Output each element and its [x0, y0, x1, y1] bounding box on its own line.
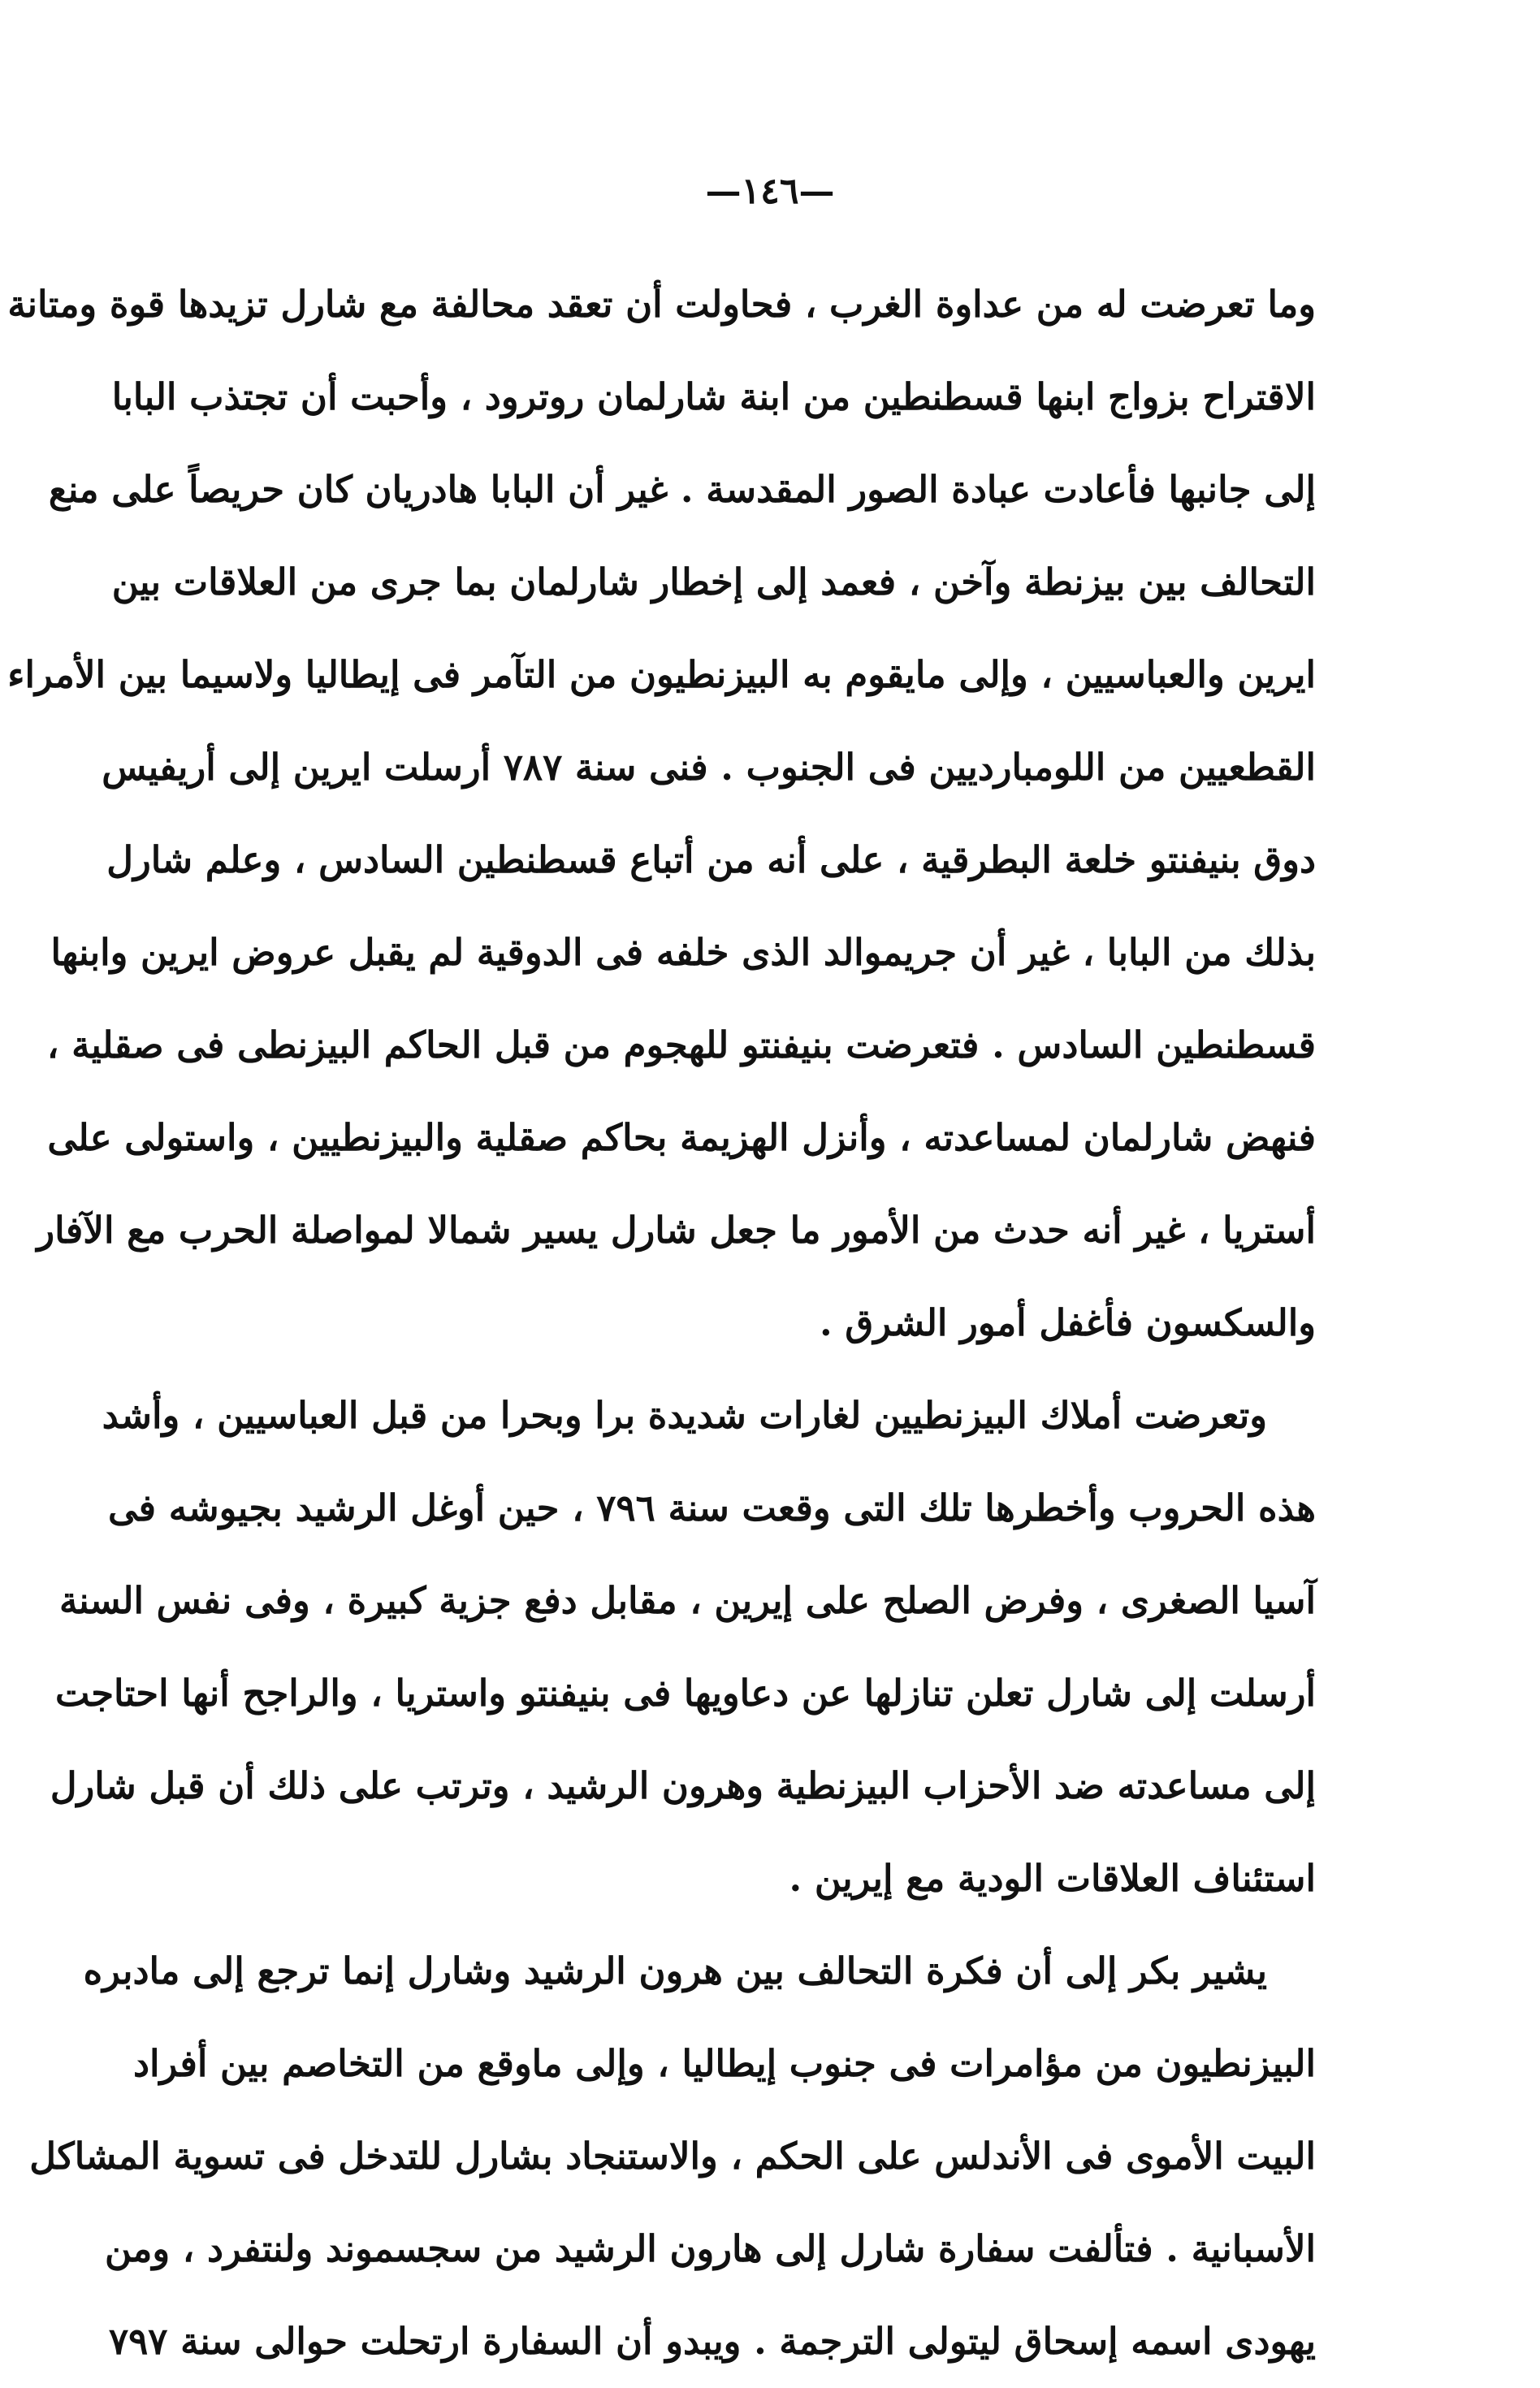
- text-line: يهودى اسمه إسحاق ليتولى الترجمة . ويبدو أن السفارة ارتحلت حوالى سنة ٧٩٧: [108, 2320, 1316, 2363]
- text-line: استئناف العلاقات الودية مع إيرين .: [789, 1857, 1316, 1900]
- text-line: والسكسون فأغفل أمور الشرق .: [820, 1301, 1316, 1344]
- text-line: بذلك من البابا ، غير أن جريموالد الذى خلفه فى الدوقية لم يقبل عروض ايرين وابنها: [50, 931, 1316, 974]
- text-line: وما تعرضت له من عداوة الغرب ، فحاولت أن تعقد محالفة مع شارل تزيدها قوة ومتانة: [7, 283, 1316, 326]
- text-line: آسيا الصغرى ، وفرض الصلح على إيرين ، مقابل دفع جزية كبيرة ، وفى نفس السنة: [58, 1579, 1316, 1622]
- text-line: إلى جانبها فأعادت عبادة الصور المقدسة . غير أن البابا هادريان كان حريصاً على منع: [48, 468, 1316, 511]
- text-line: الأسبانية . فتألفت سفارة شارل إلى هارون الرشيد من سجسموند ولنتفرد ، ومن: [105, 2227, 1316, 2270]
- body-text: [7, 258, 1316, 2388]
- text-line: قسطنطين السادس . فتعرضت بنيفنتو للهجوم من قبل الحاكم البيزنطى فى صقلية ،: [46, 1023, 1316, 1066]
- text-line: الاقتراح بزواج ابنها قسطنطين من ابنة شارلمان روترود ، وأحبت أن تجتذب البابا: [111, 375, 1316, 418]
- paragraph: [50, 1369, 1316, 1925]
- text-line: البيت الأموى فى الأندلس على الحكم ، والاستنجاد بشارل للتدخل فى تسوية المشاكل: [29, 2135, 1316, 2178]
- text-line: وتعرضت أملاك البيزنطيين لغارات شديدة برا وبحرا من قبل العباسيين ، وأشد: [102, 1394, 1267, 1437]
- text-line: التحالف بين بيزنطة وآخن ، فعمد إلى إخطار شارلمان بما جرى من العلاقات بين: [111, 560, 1316, 603]
- text-line: أستريا ، غير أنه حدث من الأمور ما جعل شارل يسير شمالا لمواصلة الحرب مع الآفار: [37, 1209, 1316, 1252]
- text-line: البيزنطيون من مؤامرات فى جنوب إيطاليا ، وإلى ماوقع من التخاصم بين أفراد: [133, 2042, 1316, 2085]
- paragraph: [7, 258, 1316, 1369]
- text-line: القطعيين من اللومبارديين فى الجنوب . فنى سنة ٧٨٧ أرسلت ايرين إلى أريفيس: [102, 746, 1316, 789]
- text-line: إلى مساعدته ضد الأحزاب البيزنطية وهرون الرشيد ، وترتب على ذلك أن قبل شارل: [50, 1764, 1316, 1807]
- text-line: ايرين والعباسيين ، وإلى مايقوم به البيزنطيون من التآمر فى إيطاليا ولاسيما بين الأمراء: [7, 653, 1316, 696]
- page-number: —١٤٦—: [705, 171, 835, 212]
- text-line: يشير بكر إلى أن فكرة التحالف بين هرون الرشيد وشارل إنما ترجع إلى مادبره: [83, 1949, 1267, 1992]
- text-line: أرسلت إلى شارل تعلن تنازلها عن دعاويها فى بنيفنتو واستريا ، والراجح أنها احتاجت: [55, 1672, 1316, 1715]
- text-line: فنهض شارلمان لمساعدته ، وأنزل الهزيمة بحاكم صقلية والبيزنطيين ، واستولى على: [47, 1116, 1316, 1159]
- text-line: هذه الحروب وأخطرها تلك التى وقعت سنة ٧٩٦ ، حين أوغل الرشيد بجيوشه فى: [108, 1486, 1316, 1529]
- text-line: دوق بنيفنتو خلعة البطرقية ، على أنه من أتباع قسطنطين السادس ، وعلم شارل: [106, 838, 1316, 881]
- paragraph: [29, 1925, 1316, 2388]
